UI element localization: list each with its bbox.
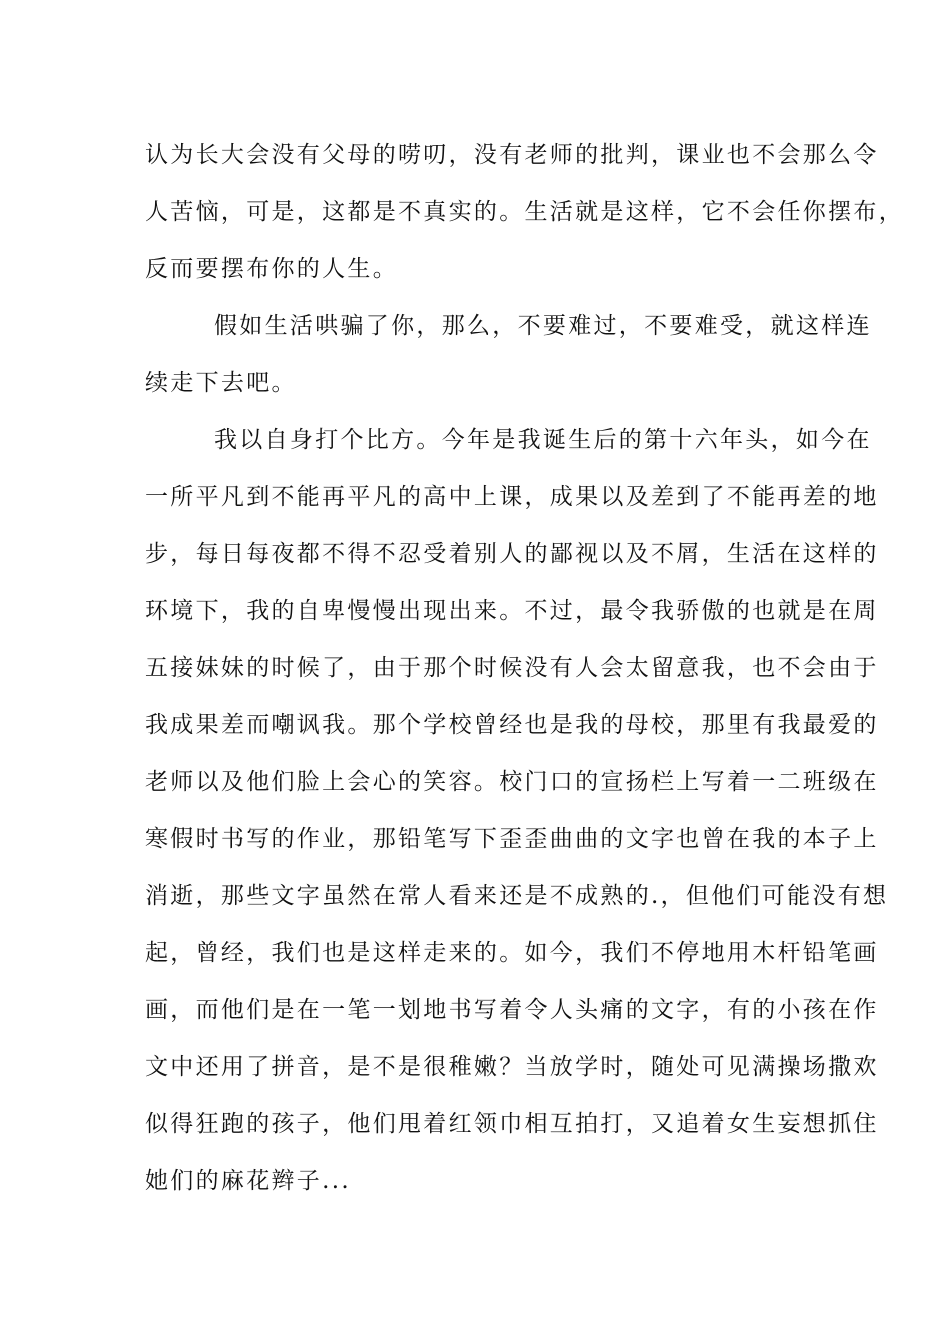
- paragraph-3-line-10: 起，曾经，我们也是这样走来的。如今，我们不停地用木杆铅笔画: [145, 940, 879, 966]
- paragraph-2-line-1: 假如生活哄骗了你，那么，不要难过，不要难受，就这样连: [214, 313, 872, 339]
- paragraph-3-line-8: 寒假时书写的作业，那铅笔写下歪歪曲曲的文字也曾在我的本子上: [145, 826, 879, 852]
- paragraph-1-line-1: 认为长大会没有父母的唠叨，没有老师的批判，课业也不会那么令: [145, 142, 879, 168]
- paragraph-3-line-6: 我成果差而嘲讽我。那个学校曾经也是我的母校，那里有我最爱的: [145, 712, 879, 738]
- body-text: [145, 127, 904, 1210]
- paragraph-3-line-9: 消逝，那些文字虽然在常人看来还是不成熟的.，但他们可能没有想: [145, 883, 889, 909]
- paragraph-3-line-7: 老师以及他们脸上会心的笑容。校门口的宣扬栏上写着一二班级在: [145, 769, 879, 795]
- paragraph-3-line-4: 环境下，我的自卑慢慢出现出来。不过，最令我骄傲的也就是在周: [145, 598, 879, 624]
- paragraph-3-line-14: 她们的麻花辫子...: [145, 1168, 351, 1194]
- paragraph-1-line-3: 反而要摆布你的人生。: [145, 256, 398, 282]
- paragraph-2-line-2: 续走下去吧。: [145, 370, 297, 396]
- paragraph-1-line-2: 人苦恼，可是，这都是不真实的。生活就是这样，它不会任你摆布，: [145, 199, 904, 225]
- paragraph-3-line-3: 步，每日每夜都不得不忍受着别人的鄙视以及不屑，生活在这样的: [145, 541, 879, 567]
- paragraph-3-line-2: 一所平凡到不能再平凡的高中上课，成果以及差到了不能再差的地: [145, 484, 879, 510]
- paragraph-3-line-13: 似得狂跑的孩子，他们甩着红领巾相互拍打，又追着女生妄想抓住: [145, 1111, 879, 1137]
- paragraph-3-line-12: 文中还用了拼音，是不是很稚嫩？当放学时，随处可见满操场撒欢: [145, 1054, 879, 1080]
- paragraph-3-line-1: 我以自身打个比方。今年是我诞生后的第十六年头，如今在: [214, 427, 872, 453]
- paragraph-3-line-11: 画，而他们是在一笔一划地书写着令人头痛的文字，有的小孩在作: [145, 997, 879, 1023]
- paragraph-3-line-5: 五接妹妹的时候了，由于那个时候没有人会太留意我，也不会由于: [145, 655, 879, 681]
